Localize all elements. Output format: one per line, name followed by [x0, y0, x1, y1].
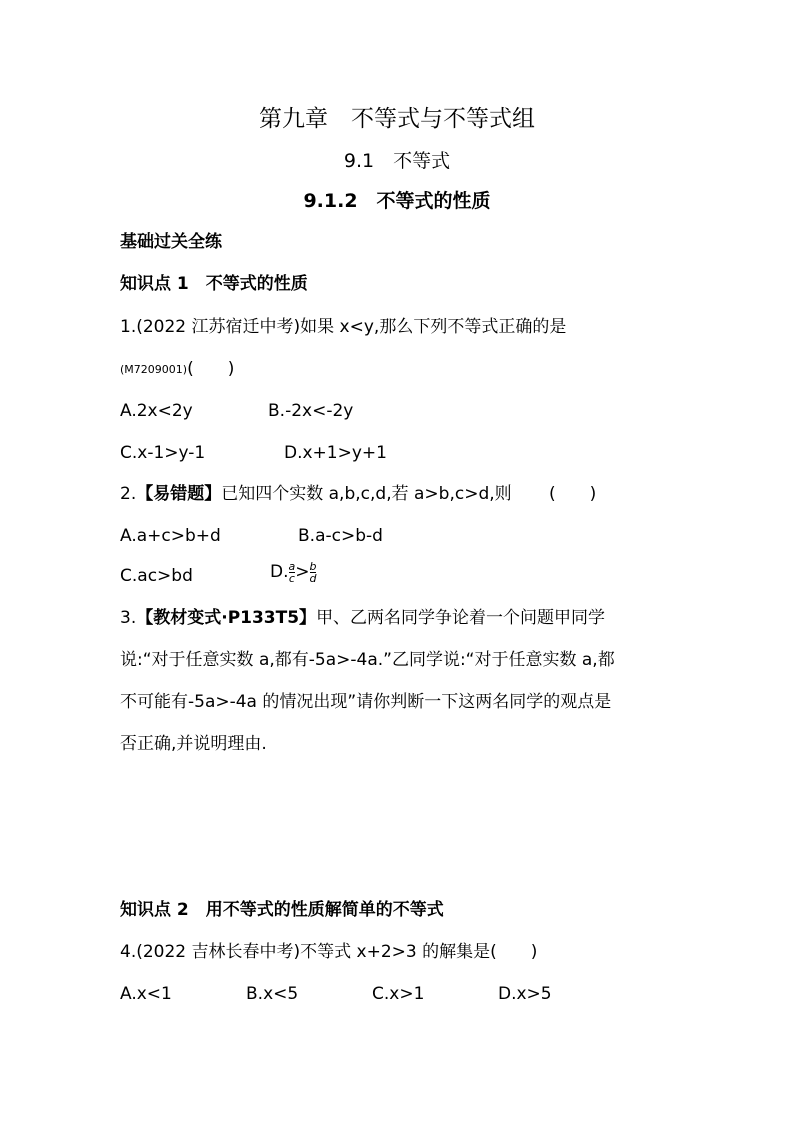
question-3-line-3: 不可能有-5a>-4a 的情况出现”请你判断一下这两名同学的观点是	[120, 692, 612, 712]
question-3-number: 3.	[120, 608, 137, 628]
question-3-text-1: 甲、乙两名同学争论着一个问题甲同学	[316, 608, 606, 628]
question-3-tag: 【教材变式·P133T5】	[136, 608, 317, 628]
practice-heading: 基础过关全练	[120, 232, 222, 252]
question-2-option-b: B.a-c>b-d	[298, 526, 383, 546]
question-3-line-2: 说:“对于任意实数 a,都有-5a>-4a.”乙同学说:“对于任意实数 a,都	[120, 650, 615, 670]
knowledge-point-1-heading: 知识点 1 不等式的性质	[120, 274, 308, 294]
question-4-option-b: B.x<5	[246, 984, 299, 1004]
question-1-code: (M7209001)	[120, 363, 188, 376]
question-2-option-d	[270, 560, 316, 584]
question-1-option-a: A.2x<2y	[120, 401, 193, 421]
fraction-a-over-c: $\frac{a}{c}$	[288, 559, 296, 585]
question-2-tag: 【易错题】	[136, 484, 222, 504]
question-1-option-c: C.x-1>y-1	[120, 443, 206, 463]
question-4-option-d: D.x>5	[498, 984, 552, 1004]
subsection-title: 9.1.2 不等式的性质	[303, 190, 491, 212]
question-4-option-c: C.x>1	[372, 984, 425, 1004]
question-2-stem: 已知四个实数 a,b,c,d,若 a>b,c>d,则	[221, 484, 512, 504]
question-2-bracket: ( )	[549, 484, 597, 504]
question-2-option-c: C.ac>bd	[120, 566, 193, 586]
question-1-bracket: ( )	[187, 359, 235, 379]
question-4-stem: 4.(2022 吉林长春中考)不等式 x+2>3 的解集是( )	[120, 942, 538, 962]
chapter-title: 第九章 不等式与不等式组	[259, 106, 535, 132]
question-1-stem: 1.(2022 江苏宿迁中考)如果 x<y,那么下列不等式正确的是	[120, 317, 567, 337]
question-2-number: 2.	[120, 484, 137, 504]
question-1-option-b: B.-2x<-2y	[268, 401, 354, 421]
knowledge-point-2-heading: 知识点 2 用不等式的性质解简单的不等式	[120, 900, 444, 920]
question-2-option-a: A.a+c>b+d	[120, 526, 221, 546]
question-1-option-d: D.x+1>y+1	[284, 443, 387, 463]
fraction-b-over-d: $\frac{b}{d}$	[309, 559, 317, 585]
greater-than-sign: >	[295, 562, 310, 582]
question-3-line-4: 否正确,并说明理由.	[120, 734, 267, 754]
question-2-stem-line	[120, 482, 596, 506]
question-4-option-a: A.x<1	[120, 984, 172, 1004]
question-2-option-d-label: D.	[270, 562, 289, 582]
section-title: 9.1 不等式	[343, 150, 451, 172]
question-3-line-1	[120, 606, 605, 630]
question-1-code-line	[120, 357, 234, 382]
